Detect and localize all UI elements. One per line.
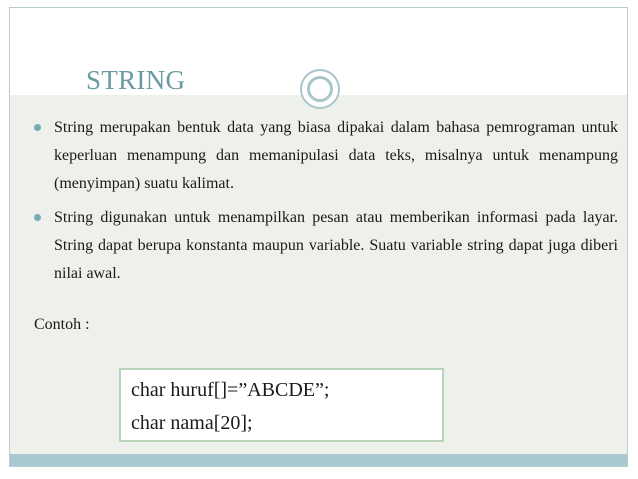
bullet-text: String digunakan untuk menampilkan pesan atau memberikan informasi pada layar. String dapat berupa konstanta maupun variable. Suatu variable string dapat juga diberi nilai awal.	[54, 209, 618, 282]
circle-bullet-icon	[34, 124, 41, 131]
footer-band	[10, 454, 627, 466]
slide-title: STRING	[86, 65, 186, 95]
double-circle-icon	[300, 69, 340, 109]
code-example-box	[119, 368, 444, 442]
circle-bullet-icon	[34, 214, 41, 221]
bullet-text: String merupakan bentuk data yang biasa dipakai dalam bahasa pemrograman untuk keperluan menampung dan memanipulasi data teks, misalnya untuk menampung (menyimpan) suatu kalimat.	[54, 119, 618, 192]
code-line: char huruf[]=”ABCDE”;	[131, 379, 330, 401]
example-label: Contoh :	[34, 316, 90, 333]
bullet-list	[34, 114, 618, 294]
code-line: char nama[20];	[131, 412, 253, 434]
bullet-item	[34, 114, 618, 198]
bullet-item	[34, 204, 618, 288]
inner-circle	[307, 76, 333, 102]
